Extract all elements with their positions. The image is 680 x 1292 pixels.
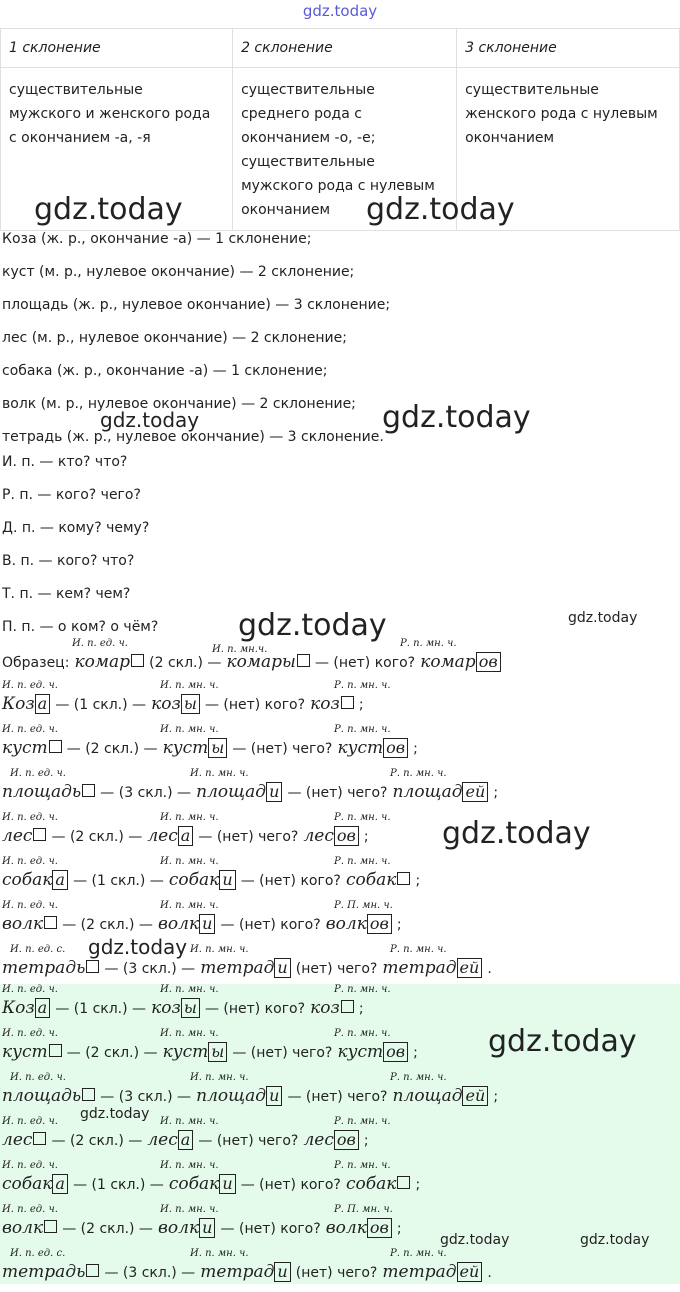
word-stem: коз	[310, 998, 340, 1018]
word-stem: собак	[168, 1174, 220, 1194]
question-text: (нет) чего?	[295, 961, 378, 977]
word-row	[0, 1204, 680, 1248]
declension-note: — (1 скл.) —	[55, 697, 147, 713]
word-row	[0, 1248, 680, 1292]
word-stem: собак	[2, 1174, 53, 1194]
cell-line: женского рода с нулевым	[465, 106, 658, 122]
ending-box: и	[274, 958, 290, 978]
cell-line: существительные	[465, 82, 599, 98]
ending-box: и	[266, 1086, 282, 1106]
word-stem: лес	[303, 826, 334, 846]
case-annotation: И. п. ед. ч.	[2, 812, 58, 823]
word-stem: коз	[151, 694, 181, 714]
sample-text	[2, 652, 501, 672]
question-text: — (нет) кого?	[220, 1221, 321, 1237]
case-question: Т. п. — кем? чем?	[2, 586, 131, 602]
case-annotation: Р. п. мн. ч.	[334, 812, 391, 823]
declension-line: Коза (ж. р., окончание -а) — 1 склонение;	[2, 231, 312, 247]
cell-line: окончанием	[465, 130, 555, 146]
ending-box: и	[274, 1262, 290, 1282]
word-line	[2, 738, 418, 758]
ending-box: а	[52, 1174, 68, 1194]
declension-note: — (3 скл.) —	[100, 1089, 192, 1105]
word-row	[0, 856, 680, 900]
sample-label: Образец:	[2, 655, 70, 671]
question-text: — (нет) чего?	[198, 1133, 299, 1149]
line-end: ;	[358, 697, 364, 713]
case-annotation: И. п. ед. ч.	[2, 984, 58, 995]
cell-line: среднего рода с	[241, 106, 362, 122]
ending-box: ов	[367, 1218, 392, 1238]
word-stem: волк	[158, 1218, 200, 1238]
case-annotation: И. п. ед. ч.	[10, 768, 66, 779]
declension-line: площадь (ж. р., нулевое окончание) — 3 склонение;	[2, 297, 391, 313]
ending-box: а	[35, 694, 51, 714]
cell-line: существительные	[241, 154, 375, 170]
word-stem: тетрадь	[2, 1262, 86, 1282]
line-end: ;	[358, 1001, 364, 1017]
word-line	[2, 694, 364, 714]
word-stem: коз	[151, 998, 181, 1018]
empty-ending-box	[86, 1264, 99, 1277]
line-end: ;	[363, 1133, 369, 1149]
ending-box: и	[219, 1174, 235, 1194]
case-annotation: И. п. мн. ч.	[190, 1248, 249, 1259]
word-line	[2, 914, 402, 934]
word-stem: куст	[337, 738, 384, 758]
word-stem: площад	[392, 1086, 463, 1106]
ending-box: а	[178, 826, 194, 846]
word-row	[0, 1160, 680, 1204]
line-end: .	[487, 961, 492, 977]
case-question: Р. п. — кого? чего?	[2, 487, 141, 503]
case-annotation: Р. п. мн. ч.	[390, 1072, 447, 1083]
word-stem: собак	[2, 870, 53, 890]
case-question: И. п. — кто? что?	[2, 454, 128, 470]
case-annotation: Р. п. мн. ч.	[334, 856, 391, 867]
watermark: gdz.today	[580, 1232, 650, 1248]
word-stem: комар	[74, 652, 131, 672]
word-stem: куст	[337, 1042, 384, 1062]
word-line	[2, 1042, 418, 1062]
word-line	[2, 782, 498, 802]
case-annotation: И. п. мн. ч.	[160, 1204, 219, 1215]
word-line	[2, 826, 369, 846]
word-stem: волк	[325, 1218, 367, 1238]
declension-note: — (3 скл.) —	[104, 961, 196, 977]
ending-box: ы	[181, 998, 200, 1018]
word-stem: волк	[325, 914, 367, 934]
ending-box: ов	[383, 1042, 408, 1062]
case-annotation: И. п. мн. ч.	[160, 812, 219, 823]
ending-box: и	[266, 782, 282, 802]
case-annotation: Р. п. мн. ч.	[400, 638, 457, 649]
question-text: — (нет) кого?	[314, 655, 416, 671]
word-stem: собак	[345, 870, 397, 890]
empty-ending-box	[33, 828, 46, 841]
question-text: — (нет) чего?	[232, 741, 333, 757]
word-row	[0, 984, 680, 1028]
question-text: — (нет) чего?	[232, 1045, 333, 1061]
case-annotation: Р. п. мн. ч.	[390, 1248, 447, 1259]
line-end: ;	[493, 1089, 499, 1105]
declension-line: тетрадь (ж. р., нулевое окончание) — 3 склонение.	[2, 429, 384, 445]
ending-box: ов	[334, 826, 359, 846]
cell-line: окончанием -о, -е;	[241, 130, 376, 146]
ending-box: а	[178, 1130, 194, 1150]
ending-box: а	[52, 870, 68, 890]
empty-ending-box	[82, 1088, 95, 1101]
declension-line: собака (ж. р., окончание -а) — 1 склонение;	[2, 363, 328, 379]
case-annotation: И. п. ед. ч.	[2, 1028, 58, 1039]
word-line	[2, 958, 492, 978]
word-line	[2, 870, 420, 890]
word-stem: коз	[310, 694, 340, 714]
ending-box: ей	[462, 782, 488, 802]
watermark: gdz.today	[34, 192, 183, 227]
case-annotation: Р. П. мн. ч.	[334, 900, 393, 911]
word-stem: Коз	[2, 998, 35, 1018]
ending-box: ы	[208, 738, 227, 758]
case-annotation: И. п. мн. ч.	[190, 768, 249, 779]
word-line	[2, 1130, 369, 1150]
declension-note: — (3 скл.) —	[100, 785, 192, 801]
question-text: — (нет) кого?	[204, 1001, 306, 1017]
empty-ending-box	[86, 960, 99, 973]
word-stem: куст	[162, 1042, 209, 1062]
ending-box: ов	[383, 738, 408, 758]
question-text: — (нет) кого?	[204, 697, 306, 713]
word-stem: куст	[162, 738, 209, 758]
case-annotation: Р. п. мн. ч.	[334, 1116, 391, 1127]
watermark: gdz.today	[442, 816, 591, 851]
case-annotation: И. п. мн. ч.	[160, 1116, 219, 1127]
line-end: ;	[415, 873, 421, 889]
case-annotation: И. п. мн. ч.	[160, 724, 219, 735]
ending-box: ей	[462, 1086, 488, 1106]
case-annotation: Р. П. мн. ч.	[334, 1204, 393, 1215]
line-end: ;	[413, 741, 418, 757]
ending-box: и	[219, 870, 235, 890]
line-end: ;	[413, 1045, 418, 1061]
question-text: — (нет) чего?	[287, 1089, 388, 1105]
watermark: gdz.today	[238, 608, 387, 643]
sample-row	[0, 638, 680, 678]
word-stem: куст	[2, 1042, 48, 1062]
case-question: П. п. — о ком? о чём?	[2, 619, 159, 635]
case-annotation: И. п. ед. с.	[10, 944, 66, 955]
word-stem: тетрадь	[2, 958, 86, 978]
case-annotation: И. п. мн. ч.	[160, 984, 219, 995]
declension-line: лес (м. р., нулевое окончание) — 2 склонение;	[2, 330, 347, 346]
question-text: (нет) чего?	[295, 1265, 378, 1281]
declension-note: — (2 скл.) —	[66, 741, 158, 757]
ending-box: ей	[457, 1262, 483, 1282]
cell-line: окончанием	[241, 202, 331, 218]
watermark: gdz.today	[80, 1106, 150, 1122]
case-annotation: И. п. мн. ч.	[160, 680, 219, 691]
ending-box: а	[35, 998, 51, 1018]
watermark: gdz.today	[100, 408, 200, 432]
line-end: ;	[396, 917, 402, 933]
declension-note: — (2 скл.) —	[66, 1045, 158, 1061]
case-annotation: Р. п. мн. ч.	[390, 768, 447, 779]
line-end: ;	[415, 1177, 421, 1193]
word-line	[2, 1174, 420, 1194]
empty-ending-box	[341, 1000, 354, 1013]
word-stem: тетрад	[382, 1262, 457, 1282]
ending-box: и	[199, 1218, 215, 1238]
declension-note: — (2 скл.) —	[62, 917, 153, 933]
word-stem: волк	[2, 1218, 44, 1238]
cell-line: мужского и женского рода	[9, 106, 211, 122]
case-annotation: И. п. ед. ч.	[2, 1204, 58, 1215]
case-annotation: И. п. мн. ч.	[190, 944, 249, 955]
word-stem: площад	[196, 1086, 267, 1106]
watermark: gdz.today	[488, 1024, 637, 1059]
word-stem: площад	[392, 782, 463, 802]
cell-line: существительные	[9, 82, 143, 98]
case-annotation: И. п. ед. ч.	[2, 856, 58, 867]
declension-note: — (2 скл.) —	[62, 1221, 153, 1237]
ending-box: ы	[208, 1042, 227, 1062]
word-stem: волк	[158, 914, 200, 934]
word-stem: лес	[2, 1130, 33, 1150]
empty-ending-box	[44, 916, 57, 929]
empty-ending-box	[49, 740, 62, 753]
table-header-cell: 2 склонение	[233, 29, 457, 68]
cell-line: мужского рода с нулевым	[241, 178, 435, 194]
word-stem: Коз	[2, 694, 35, 714]
empty-ending-box	[131, 654, 144, 667]
cell-line: с окончанием -а, -я	[9, 130, 151, 146]
word-stem: лес	[2, 826, 33, 846]
table-header-cell: 3 склонение	[457, 29, 680, 68]
case-annotation: Р. п. мн. ч.	[334, 680, 391, 691]
ending-box: ов	[334, 1130, 359, 1150]
word-stem: площадь	[2, 782, 82, 802]
empty-ending-box	[44, 1220, 57, 1233]
declension-note: (2 скл.) —	[149, 655, 222, 671]
word-line	[2, 1218, 402, 1238]
declension-note: — (1 скл.) —	[55, 1001, 147, 1017]
word-stem: собак	[345, 1174, 397, 1194]
case-annotation: Р. п. мн. ч.	[334, 1160, 391, 1171]
line-end: .	[487, 1265, 492, 1281]
case-annotation: И. п. ед. с.	[10, 1248, 66, 1259]
empty-ending-box	[82, 784, 95, 797]
declension-note: — (1 скл.) —	[73, 1177, 164, 1193]
case-annotation: И. п. ед. ч.	[2, 1116, 58, 1127]
word-line	[2, 1086, 498, 1106]
question-text: — (нет) чего?	[287, 785, 388, 801]
word-stem: лес	[147, 1130, 178, 1150]
word-stem: площадь	[2, 1086, 82, 1106]
site-header-link[interactable]: gdz.today	[302, 2, 378, 20]
ending-box: ов	[367, 914, 392, 934]
word-stem: площад	[196, 782, 267, 802]
watermark: gdz.today	[366, 192, 515, 227]
question-text: — (нет) кого?	[240, 1177, 341, 1193]
word-stem: лес	[303, 1130, 334, 1150]
empty-ending-box	[397, 1176, 410, 1189]
line-end: ;	[493, 785, 499, 801]
case-annotation: Р. п. мн. ч.	[334, 724, 391, 735]
case-annotation: И. п. ед. ч.	[2, 1160, 58, 1171]
ending-box: ей	[457, 958, 483, 978]
case-annotation: И. п. мн. ч.	[160, 1028, 219, 1039]
declension-note: — (2 скл.) —	[51, 1133, 143, 1149]
case-annotation: И. п. мн.ч.	[212, 644, 268, 655]
case-annotation: И. п. ед. ч.	[10, 1072, 66, 1083]
cell-line: существительные	[241, 82, 375, 98]
table-header-row	[1, 29, 680, 68]
word-stem: лес	[147, 826, 178, 846]
case-annotation: И. п. ед. ч.	[2, 900, 58, 911]
case-question: В. п. — кого? что?	[2, 553, 135, 569]
word-stem: тетрад	[200, 1262, 275, 1282]
word-row	[0, 768, 680, 812]
watermark: gdz.today	[88, 935, 188, 959]
case-annotation: И. п. мн. ч.	[190, 1072, 249, 1083]
word-row	[0, 724, 680, 768]
empty-ending-box	[33, 1132, 46, 1145]
case-question: Д. п. — кому? чему?	[2, 520, 150, 536]
word-line	[2, 1262, 492, 1282]
word-stem: волк	[2, 914, 44, 934]
question-text: — (нет) кого?	[220, 917, 321, 933]
word-stem: собак	[168, 870, 220, 890]
ending-box: ов	[476, 652, 501, 672]
word-stem: комары	[226, 652, 296, 672]
watermark: gdz.today	[440, 1232, 510, 1248]
case-annotation: И. п. мн. ч.	[160, 1160, 219, 1171]
line-end: ;	[396, 1221, 402, 1237]
case-annotation: Р. п. мн. ч.	[334, 1028, 391, 1039]
word-stem: куст	[2, 738, 48, 758]
case-annotation: И. п. ед. ч.	[2, 680, 58, 691]
case-annotation: И. п. ед. ч.	[2, 724, 58, 735]
declension-line: волк (м. р., нулевое окончание) — 2 склонение;	[2, 396, 356, 412]
declension-note: — (1 скл.) —	[73, 873, 164, 889]
case-annotation: И. п. мн. ч.	[160, 856, 219, 867]
word-line	[2, 998, 364, 1018]
word-stem: тетрад	[200, 958, 275, 978]
watermark: gdz.today	[382, 400, 531, 435]
case-annotation: И. п. ед. ч.	[72, 638, 128, 649]
empty-ending-box	[397, 872, 410, 885]
word-row	[0, 1116, 680, 1160]
case-annotation: Р. п. мн. ч.	[390, 944, 447, 955]
question-text: — (нет) кого?	[240, 873, 341, 889]
table-header-cell: 1 склонение	[1, 29, 233, 68]
case-annotation: Р. п. мн. ч.	[334, 984, 391, 995]
question-text: — (нет) чего?	[198, 829, 299, 845]
word-stem: комар	[420, 652, 476, 672]
declension-note: — (3 скл.) —	[104, 1265, 196, 1281]
empty-ending-box	[341, 696, 354, 709]
line-end: ;	[363, 829, 369, 845]
watermark: gdz.today	[568, 610, 638, 626]
ending-box: ы	[181, 694, 200, 714]
declension-line: куст (м. р., нулевое окончание) — 2 склонение;	[2, 264, 355, 280]
ending-box: и	[199, 914, 215, 934]
word-row	[0, 680, 680, 724]
word-stem: тетрад	[382, 958, 457, 978]
empty-ending-box	[49, 1044, 62, 1057]
case-annotation: И. п. мн. ч.	[160, 900, 219, 911]
empty-ending-box	[297, 654, 310, 667]
declension-note: — (2 скл.) —	[51, 829, 143, 845]
